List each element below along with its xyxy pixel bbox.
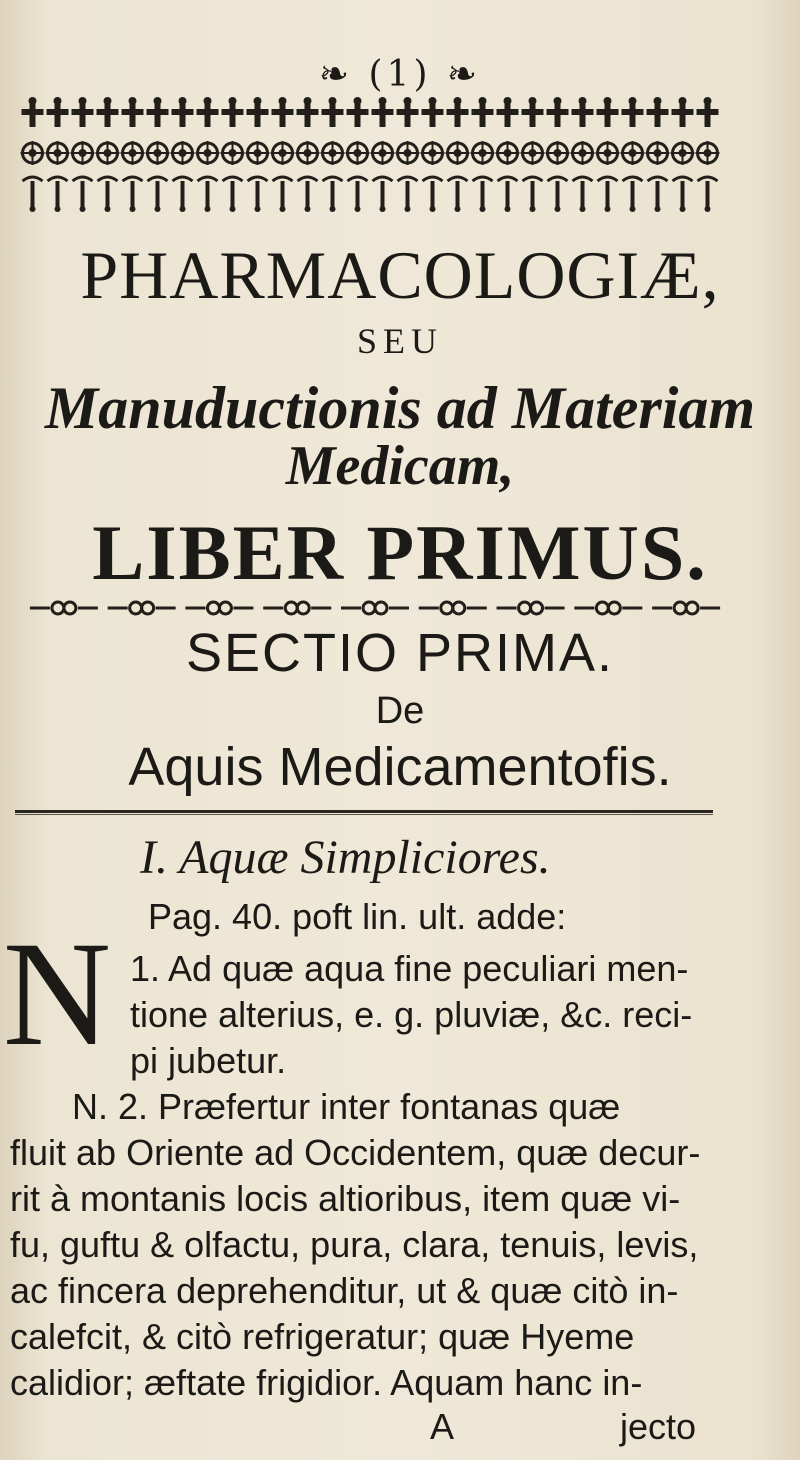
fleuron-rosette bbox=[646, 141, 670, 165]
fleuron-cross bbox=[247, 97, 269, 127]
fleuron-stem bbox=[448, 177, 468, 212]
fleuron-stem bbox=[48, 177, 68, 212]
fleuron-rosette bbox=[46, 141, 70, 165]
title-conjunction: SEU bbox=[356, 321, 443, 361]
fleuron-cross bbox=[622, 97, 644, 127]
fleuron-rosette bbox=[621, 141, 645, 165]
paragraph-line: 1. Ad quæ aqua fine peculiari men- bbox=[130, 948, 689, 989]
fleuron-cross bbox=[597, 97, 619, 127]
fleuron-cross bbox=[197, 97, 219, 127]
fleuron-cross bbox=[122, 97, 144, 127]
fleuron-rosette bbox=[696, 141, 720, 165]
fleuron-stem bbox=[173, 177, 193, 212]
fleuron-cross bbox=[472, 97, 494, 127]
fleuron-rosette bbox=[521, 141, 545, 165]
fleuron-cross bbox=[672, 97, 694, 127]
fleuron-rosette bbox=[346, 141, 370, 165]
fleuron-cross bbox=[497, 97, 519, 127]
signature-mark: A bbox=[430, 1406, 455, 1447]
fleuron-stem bbox=[248, 177, 268, 212]
fleuron-cross bbox=[447, 97, 469, 127]
fleuron-rosette bbox=[396, 141, 420, 165]
horizontal-rule bbox=[15, 810, 713, 813]
fleuron-stem bbox=[373, 177, 393, 212]
fleuron-rosette bbox=[421, 141, 445, 165]
fleuron-rosette bbox=[221, 141, 245, 165]
paragraph-line: tione alterius, e. g. pluviæ, &c. reci- bbox=[130, 994, 693, 1035]
divider-fleuron bbox=[30, 602, 98, 614]
fleuron-rosette bbox=[571, 141, 595, 165]
fleuron-stem bbox=[523, 177, 543, 212]
fleuron-rosette bbox=[96, 141, 120, 165]
main-title: PHARMACOLOGIÆ, bbox=[80, 237, 720, 313]
fleuron-rosette bbox=[196, 141, 220, 165]
fleuron-stem bbox=[123, 177, 143, 212]
page-reference: Pag. 40. poft lin. ult. adde: bbox=[148, 896, 567, 937]
fleuron-stem bbox=[548, 177, 568, 212]
divider-ornament bbox=[25, 590, 725, 626]
fleuron-stem bbox=[148, 177, 168, 212]
fleuron-cross bbox=[372, 97, 394, 127]
fleuron-rosette bbox=[121, 141, 145, 165]
fleuron-stem bbox=[598, 177, 618, 212]
fleuron-stem bbox=[673, 177, 693, 212]
fleuron-cross bbox=[222, 97, 244, 127]
fleuron-cross bbox=[697, 97, 719, 127]
fleuron-rosette bbox=[246, 141, 270, 165]
divider-fleuron bbox=[108, 602, 176, 614]
fleuron-stem bbox=[473, 177, 493, 212]
horizontal-rule-thin bbox=[15, 814, 713, 815]
divider-fleuron bbox=[497, 602, 565, 614]
fleuron-cross bbox=[297, 97, 319, 127]
fleuron-stem bbox=[698, 177, 718, 212]
fleuron-cross bbox=[97, 97, 119, 127]
fleuron-stem bbox=[648, 177, 668, 212]
fleuron-cross bbox=[22, 97, 44, 127]
fleuron-stem bbox=[223, 177, 243, 212]
fleuron-cross bbox=[47, 97, 69, 127]
fleuron-cross bbox=[322, 97, 344, 127]
paragraph-line: calidior; æftate frigidior. Aquam hanc in- bbox=[10, 1362, 643, 1403]
divider-fleuron bbox=[341, 602, 409, 614]
paragraph-line: N. 2. Præfertur inter fontanas quæ bbox=[72, 1086, 621, 1127]
fleuron-stem bbox=[198, 177, 218, 212]
section-preposition: De bbox=[375, 690, 425, 732]
fleuron-cross bbox=[272, 97, 294, 127]
fleuron-stem bbox=[98, 177, 118, 212]
drop-cap: N bbox=[2, 911, 112, 1077]
fleuron-stem bbox=[573, 177, 593, 212]
fleuron-stem bbox=[423, 177, 443, 212]
fleuron-cross bbox=[397, 97, 419, 127]
subtitle-line-2: Medicam, bbox=[285, 435, 515, 497]
fleuron-cross bbox=[147, 97, 169, 127]
divider-fleuron bbox=[419, 602, 487, 614]
fleuron-stem bbox=[348, 177, 368, 212]
catchword: jecto bbox=[620, 1406, 697, 1447]
fleuron-stem bbox=[623, 177, 643, 212]
paragraph-line: ac fincera deprehenditur, ut & quæ citò in- bbox=[10, 1270, 679, 1311]
fleuron-rosette bbox=[496, 141, 520, 165]
paragraph-line: rit à montanis locis altioribus, item quæ vi- bbox=[10, 1178, 681, 1219]
fleuron-stem bbox=[398, 177, 418, 212]
fleuron-rosette bbox=[271, 141, 295, 165]
fleuron-rosette bbox=[146, 141, 170, 165]
fleuron-cross bbox=[422, 97, 444, 127]
fleuron-stem bbox=[298, 177, 318, 212]
fleuron-cross bbox=[647, 97, 669, 127]
fleuron-stem bbox=[273, 177, 293, 212]
page-number: ❧ (1) ❧ bbox=[318, 54, 482, 95]
subtitle-line-1: Manuductionis ad Materiam bbox=[44, 375, 756, 441]
divider-fleuron bbox=[574, 602, 642, 614]
fleuron-rosette bbox=[471, 141, 495, 165]
fleuron-cross bbox=[547, 97, 569, 127]
book-heading: LIBER PRIMUS. bbox=[92, 509, 708, 596]
fleuron-rosette bbox=[321, 141, 345, 165]
section-subject: Aquis Medicamentofis. bbox=[128, 737, 672, 797]
fleuron-stem bbox=[23, 177, 43, 212]
fleuron-rosette bbox=[671, 141, 695, 165]
fleuron-rosette bbox=[596, 141, 620, 165]
divider-fleuron bbox=[263, 602, 331, 614]
fleuron-stem bbox=[323, 177, 343, 212]
chapter-heading: I. Aquæ Simpliciores. bbox=[140, 831, 551, 884]
paragraph-line: fu, guftu & olfactu, pura, clara, tenuis, levis, bbox=[10, 1224, 699, 1265]
fleuron-rosette bbox=[21, 141, 45, 165]
section-heading: SECTIO PRIMA. bbox=[185, 623, 615, 683]
fleuron-rosette bbox=[71, 141, 95, 165]
fleuron-rosette bbox=[446, 141, 470, 165]
fleuron-cross bbox=[172, 97, 194, 127]
fleuron-cross bbox=[72, 97, 94, 127]
fleuron-cross bbox=[522, 97, 544, 127]
paragraph-line: pi jubetur. bbox=[130, 1040, 287, 1081]
fleuron-cross bbox=[572, 97, 594, 127]
fleuron-stem bbox=[73, 177, 93, 212]
fleuron-rosette bbox=[546, 141, 570, 165]
fleuron-rosette bbox=[296, 141, 320, 165]
fleuron-cross bbox=[347, 97, 369, 127]
fleuron-stem bbox=[498, 177, 518, 212]
paragraph-line: calefcit, & citò refrigeratur; quæ Hyeme bbox=[10, 1316, 635, 1357]
headpiece-ornament bbox=[20, 95, 720, 215]
fleuron-rosette bbox=[171, 141, 195, 165]
divider-fleuron bbox=[185, 602, 253, 614]
fleuron-rosette bbox=[371, 141, 395, 165]
divider-fleuron bbox=[652, 602, 720, 614]
paragraph-line: fluit ab Oriente ad Occidentem, quæ decur- bbox=[10, 1132, 701, 1173]
